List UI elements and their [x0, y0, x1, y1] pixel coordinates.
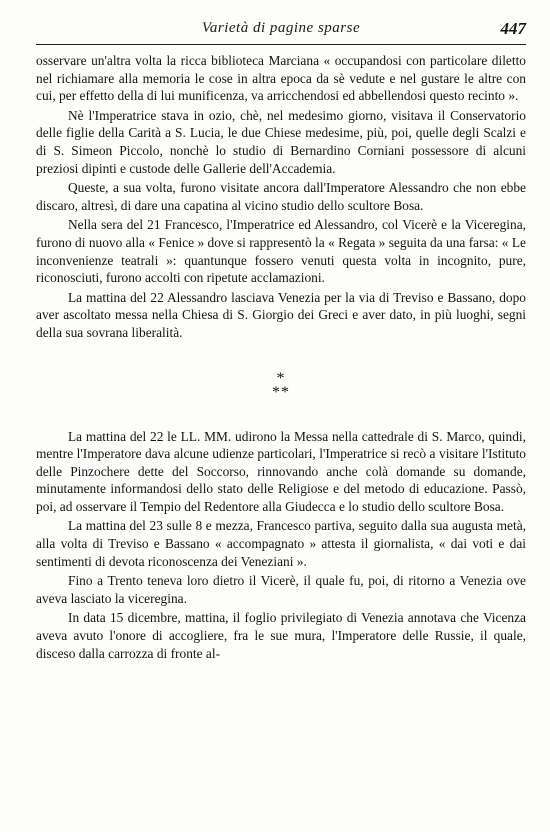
- page-number: 447: [500, 19, 526, 38]
- paragraph: Fino a Trento teneva loro dietro il Vicerè, il quale fu, poi, di ritorno a Venezia ove aveva lasciato la viceregina.: [36, 573, 526, 606]
- paragraph: osservare un'altra volta la ricca biblioteca Marciana « occupandosi con particolare diletto nel richiamare alla memoria le cose in altra epoca da sè vedute e nel gustare le altre con cui, per effetto della di lui munificenza, va arricchendosi ed abbellendosi questo recinto ».: [36, 53, 526, 104]
- paragraph: La mattina del 22 Alessandro lasciava Venezia per la via di Treviso e Bassano, dopo aver ascoltato messa nella Chiesa di S. Giorgio dei Greci e aver dato, in più luoghi, segni della sua sovrana liberalità.: [36, 289, 526, 340]
- separator-star-top: *: [276, 369, 286, 387]
- paragraph: La mattina del 23 sulle 8 e mezza, Francesco partiva, seguito dalla sua augusta metà, alla volta di Treviso e Bassano « accompagnato » attesta il giornalista, « dai voti e dai sentimenti di devota riconoscenza dei Veneziani ».: [36, 518, 526, 569]
- paragraph: In data 15 dicembre, mattina, il foglio privilegiato di Venezia annotava che Vicenza aveva avuto l'onore di accogliere, fra le sue mura, l'Imperatore delle Russie, il quale, disceso dalla carrozza di fronte al-: [36, 610, 526, 661]
- paragraph: Nella sera del 21 Francesco, l'Imperatrice ed Alessandro, col Vicerè e la Viceregina, furono di nuovo alla « Fenice » dove si rappresentò la « Regata » seguita da una farsa: « Le inconvenienze teatrali »: quantunque fossero venuti questa volta in incognito, pure, riconosciuti, furono accolti con ripetute acclamazioni.: [36, 217, 526, 286]
- paragraph: La mattina del 22 le LL. MM. udirono la Messa nella cattedrale di S. Marco, quindi, mentre l'Imperatore dava alcune udienze particolari, l'Imperatrice si recò a visitare l'Istituto delle Pinzochere dette del Soccorso, rinnovando anche colà domande su domande, minutamente informandosi dello stato delle Religiose e del metodo di educazione. Passò, poi, ad osservare il Tempio del Redentore alla Giudecca e lo studio dello scultore Bosa.: [36, 428, 526, 514]
- paragraph: Queste, a sua volta, furono visitate ancora dall'Imperatore Alessandro che non ebbe discaro, altresì, di dare una capatina al vicino studio dello scultore Bosa.: [36, 180, 526, 213]
- running-title: Varietà di pagine sparse: [201, 20, 361, 36]
- paragraph: Nè l'Imperatrice stava in ozio, chè, nel medesimo giorno, visitava il Conservatorio delle figlie della Carità a S. Lucia, le due Chiese medesime, più, poi, quelle degli Scalzi e di S. Simeon Piccolo, nonchè lo studio di Bernardino Corniani possessore di alcuni preziosi dipinti e custode delle Gallerie dell'Accademia.: [36, 107, 526, 176]
- page-header: [36, 20, 526, 44]
- header-rule: [36, 44, 526, 45]
- separator-stars-bottom: **: [272, 383, 290, 401]
- page-body: [36, 52, 526, 664]
- section-separator: [36, 369, 526, 401]
